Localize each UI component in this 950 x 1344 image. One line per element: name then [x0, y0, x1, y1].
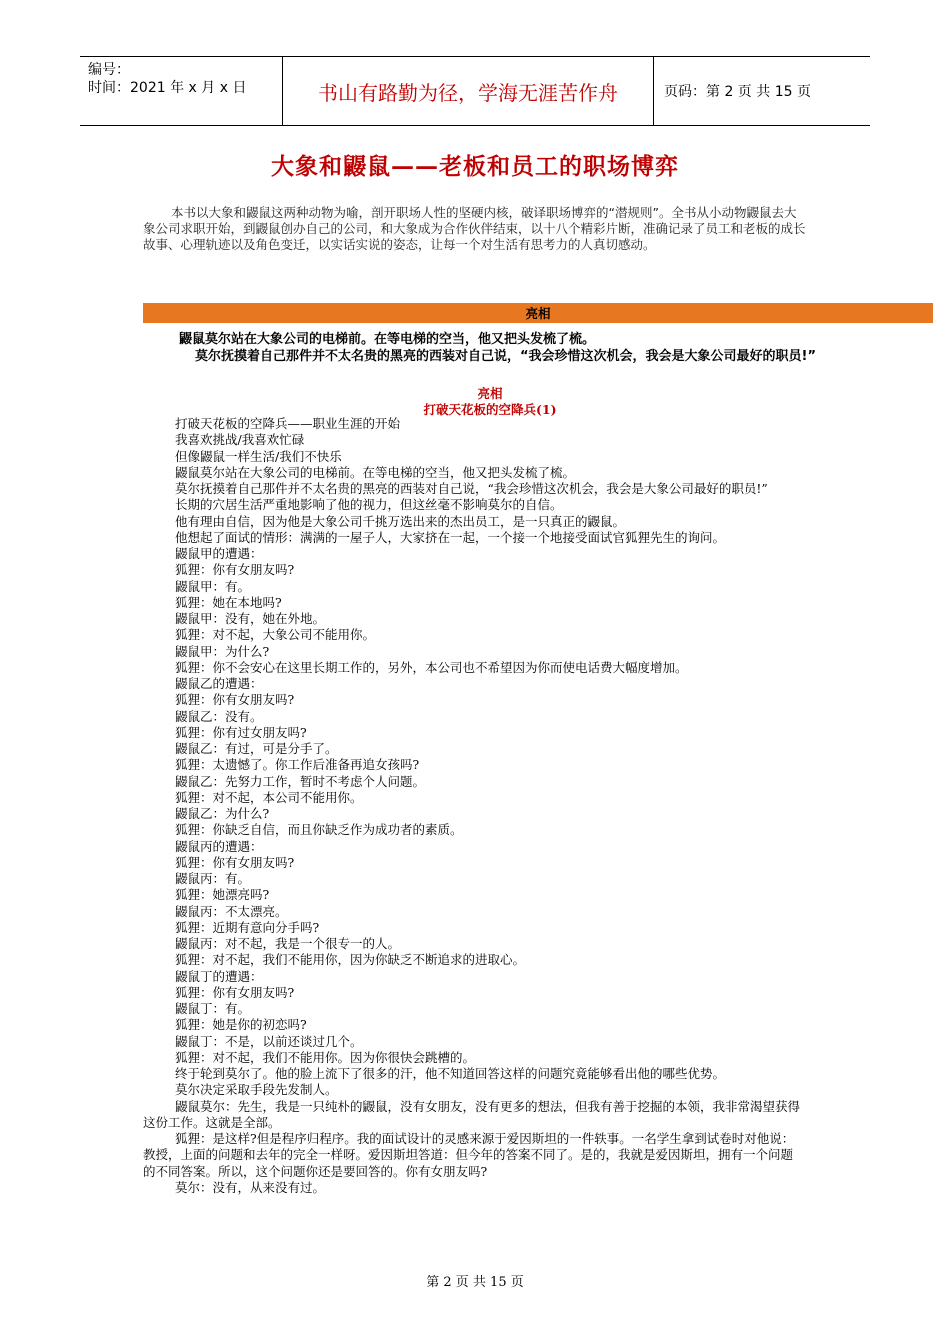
body-line: 莫尔决定采取手段先发制人。: [175, 1082, 338, 1098]
body-line: 鼹鼠乙：为什么?: [175, 806, 270, 821]
body-line: 狐狸：近期有意向分手吗?: [175, 919, 320, 935]
body-line: 鼹鼠丁的遭遇：: [175, 968, 263, 984]
body-line: 鼹鼠甲：有。: [175, 578, 251, 594]
body-line: 狐狸：你缺乏自信，而且你缺乏作为成功者的素质。: [175, 822, 463, 838]
body-line: 狐狸：你有女朋友吗?: [175, 692, 295, 708]
body-line: 莫尔：没有，从来没有过。: [175, 1179, 326, 1195]
body-line: 打破天花板的空降兵——职业生涯的开始: [175, 416, 401, 431]
body-line: 鼹鼠丙：对不起，我是一个很专一的人。: [175, 936, 401, 951]
section-header-label: 亮相: [525, 306, 551, 321]
header-page-info: 页码：第 2 页 共 15 页: [664, 84, 811, 100]
section-header-bar: [143, 303, 933, 323]
body-line: 狐狸：你有过女朋友吗?: [175, 724, 307, 740]
header-motto: 书山有路勤为径，学海无涯苦作舟: [282, 57, 654, 125]
body-line: 鼹鼠乙：先努力工作，暂时不考虑个人问题。: [175, 773, 426, 789]
chapter-subtitle: 打破天花板的空降兵(1): [423, 402, 557, 417]
body-line: 鼹鼠莫尔站在大象公司的电梯前。在等电梯的空当，他又把头发梳了梳。: [175, 464, 576, 480]
body-line: 狐狸：对不起，我们不能用你。因为你很快会跳槽的。: [175, 1049, 476, 1065]
body-line: 莫尔抚摸着自己那件并不太名贵的黑亮的西装对自己说，“我会珍惜这次机会，我会是大象公司最好的职员!”: [175, 481, 768, 496]
body-line: 狐狸：你有女朋友吗?: [175, 562, 295, 578]
body-line: 狐狸：她在本地吗?: [175, 594, 282, 610]
body-line: 鼹鼠丁：不是，以前还谈过几个。: [175, 1033, 363, 1049]
body-line: 狐狸：她是你的初恋吗?: [175, 1017, 307, 1033]
body-line: 鼹鼠丙：有。: [175, 871, 251, 886]
body-line: 狐狸：你不会安心在这里长期工作的，另外，本公司也不希望因为你而使电话费大幅度增加。: [175, 659, 688, 675]
body-line: 鼹鼠乙的遭遇：: [175, 676, 263, 691]
body-line: 狐狸：你有女朋友吗?: [175, 854, 295, 870]
document-date: 时间：2021 年 x 月 x 日: [88, 80, 247, 96]
chapter-body: [143, 416, 803, 1196]
intro-line-1: 鼹鼠莫尔站在大象公司的电梯前。在等电梯的空当，他又把头发梳了梳。: [179, 332, 596, 347]
header-meta: [80, 57, 282, 125]
body-line: 鼹鼠莫尔：先生，我是一只纯朴的鼹鼠，没有女朋友，没有更多的想法，但我有善于挖掘的本领，我非常渴望获得这份工作。这就是全部。: [143, 1098, 801, 1130]
body-line: 鼹鼠丙的遭遇：: [175, 838, 263, 854]
body-line: 狐狸：对不起，大象公司不能用你。: [175, 627, 376, 643]
intro-line-2: 莫尔抚摸着自己那件并不太名贵的黑亮的西装对自己说，“我会珍惜这次机会，我会是大象公司最好的职员!”: [195, 349, 817, 364]
page-header: [80, 56, 870, 126]
book-summary: 本书以大象和鼹鼠这两种动物为喻，剖开职场人性的坚硬内核，破译职场博弈的“潜规则”。全书从小动物鼹鼠去大象公司求职开始，到鼹鼠创办自己的公司，和大象成为合作伙伴结束，以十八个精彩片断，准确记录了员工和老板的成长故事、心理轨迹以及角色变迁，以实话实说的姿态，让每一个对生活有思考力的人真切感动。: [143, 205, 806, 252]
body-line: 鼹鼠甲：没有，她在外地。: [175, 611, 326, 626]
body-line: 狐狸：是这样?但是程序归程序。我的面试设计的灵感来源于爱因斯坦的一件轶事。一名学生拿到试卷时对他说：教授，上面的问题和去年的完全一样呀。爱因斯坦答道：但今年的答案不同了。是的，我就是爱因斯坦，拥有一个问题的不同答案。所以，这个问题你还是要回答的。你有女朋友吗?: [143, 1131, 795, 1179]
body-line: 狐狸：太遗憾了。你工作后准备再追女孩吗?: [175, 757, 420, 773]
body-line: 他有理由自信，因为他是大象公司千挑万选出来的杰出员工，是一只真正的鼹鼠。: [175, 513, 626, 529]
document-number-label: 编号：: [88, 62, 130, 78]
body-line: 终于轮到莫尔了。他的脸上流下了很多的汗，他不知道回答这样的问题究竟能够看出他的哪些优势。: [175, 1066, 726, 1081]
book-title: 大象和鼹鼠——老板和员工的职场博弈: [271, 153, 679, 180]
body-line: 长期的穴居生活严重地影响了他的视力，但这丝毫不影响莫尔的自信。: [175, 497, 563, 513]
body-line: 鼹鼠甲的遭遇：: [175, 546, 263, 561]
body-line: 鼹鼠丙：不太漂亮。: [175, 903, 288, 919]
body-line: 狐狸：对不起，我们不能用你，因为你缺乏不断追求的进取心。: [175, 952, 526, 968]
body-line: 狐狸：她漂亮吗?: [175, 887, 270, 903]
body-line: 鼹鼠甲：为什么?: [175, 643, 270, 659]
intro-paragraphs: [143, 331, 933, 365]
page-footer: 第 2 页 共 15 页: [426, 1275, 524, 1290]
chapter-label: 亮相: [477, 386, 503, 401]
body-line: 鼹鼠乙：有过，可是分手了。: [175, 741, 338, 756]
body-line: 鼹鼠丁：有。: [175, 1001, 251, 1016]
body-line: 我喜欢挑战/我喜欢忙碌: [175, 432, 305, 448]
body-line: 鼹鼠乙：没有。: [175, 708, 263, 724]
body-line: 狐狸：对不起，本公司不能用你。: [175, 789, 363, 805]
body-line: 但像鼹鼠一样生活/我们不快乐: [175, 448, 342, 464]
body-line: 他想起了面试的情形：满满的一屋子人，大家挤在一起，一个接一个地接受面试官狐狸先生的询问。: [175, 529, 726, 545]
body-line: 狐狸：你有女朋友吗?: [175, 984, 295, 1000]
